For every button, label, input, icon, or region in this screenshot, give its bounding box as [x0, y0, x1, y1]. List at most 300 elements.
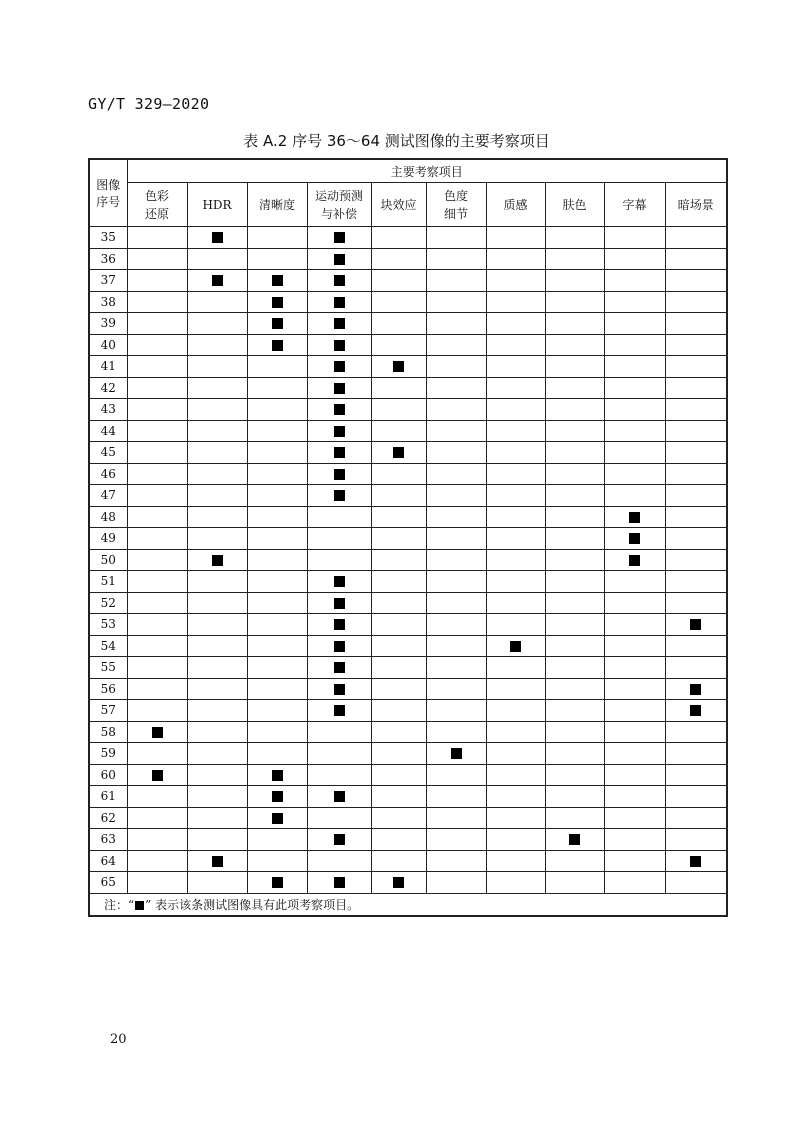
mark-cell [665, 227, 727, 249]
mark-cell [426, 463, 486, 485]
mark-cell [247, 592, 307, 614]
mark-cell [426, 291, 486, 313]
mark-cell [187, 678, 247, 700]
mark-cell [545, 635, 604, 657]
mark-cell [187, 248, 247, 270]
image-number-header-line2: 序号 [96, 195, 121, 209]
mark-cell [247, 635, 307, 657]
mark-cell [426, 334, 486, 356]
image-number-header-line1: 图像 [96, 178, 121, 192]
column-header [486, 183, 545, 227]
filled-square-icon [334, 662, 345, 673]
table-row [89, 334, 727, 356]
mark-cell [604, 356, 665, 378]
mark-cell [665, 248, 727, 270]
mark-cell [307, 420, 371, 442]
table-row [89, 764, 727, 786]
mark-cell [426, 506, 486, 528]
filled-square-icon [272, 275, 283, 286]
image-number-cell: 59 [89, 743, 127, 765]
mark-cell [604, 549, 665, 571]
filled-square-icon [569, 834, 580, 845]
column-header-line2: 还原 [144, 206, 169, 221]
mark-cell [486, 764, 545, 786]
mark-cell [486, 743, 545, 765]
mark-cell [545, 743, 604, 765]
mark-cell [187, 571, 247, 593]
mark-cell [127, 872, 187, 894]
mark-cell [426, 485, 486, 507]
mark-cell [604, 399, 665, 421]
mark-cell [426, 571, 486, 593]
image-number-cell: 37 [89, 270, 127, 292]
column-header-line1: 色度 [443, 188, 468, 203]
mark-cell [127, 678, 187, 700]
mark-cell [247, 334, 307, 356]
mark-cell [665, 614, 727, 636]
mark-cell [187, 313, 247, 335]
mark-cell [187, 549, 247, 571]
mark-cell [665, 506, 727, 528]
mark-cell [426, 399, 486, 421]
mark-cell [604, 807, 665, 829]
mark-cell [426, 549, 486, 571]
mark-cell [371, 614, 426, 636]
mark-cell [486, 592, 545, 614]
filled-square-icon [334, 361, 345, 372]
mark-cell [127, 635, 187, 657]
mark-cell [371, 592, 426, 614]
column-header [371, 183, 426, 227]
table-body [89, 227, 727, 894]
mark-cell [307, 678, 371, 700]
mark-cell [371, 227, 426, 249]
filled-square-icon [272, 813, 283, 824]
mark-cell [604, 528, 665, 550]
mark-cell [127, 549, 187, 571]
filled-square-icon [334, 383, 345, 394]
mark-cell [371, 485, 426, 507]
mark-cell [187, 334, 247, 356]
note-suffix: ” 表示该条测试图像具有此项考察项目。 [145, 897, 360, 912]
mark-cell [127, 227, 187, 249]
mark-cell [247, 549, 307, 571]
filled-square-icon [152, 727, 163, 738]
column-header [545, 183, 604, 227]
mark-cell [426, 592, 486, 614]
mark-cell [486, 463, 545, 485]
mark-cell [127, 743, 187, 765]
mark-cell [307, 399, 371, 421]
image-number-cell: 41 [89, 356, 127, 378]
mark-cell [604, 592, 665, 614]
filled-square-icon [334, 232, 345, 243]
mark-cell [247, 786, 307, 808]
mark-cell [604, 334, 665, 356]
filled-square-icon [272, 877, 283, 888]
note-mark-icon [135, 901, 144, 910]
mark-cell [371, 291, 426, 313]
mark-cell [545, 764, 604, 786]
mark-cell [247, 743, 307, 765]
mark-cell [486, 356, 545, 378]
mark-cell [247, 399, 307, 421]
mark-cell [604, 313, 665, 335]
mark-cell [187, 270, 247, 292]
mark-cell [307, 528, 371, 550]
table-row [89, 872, 727, 894]
filled-square-icon [212, 555, 223, 566]
filled-square-icon [334, 254, 345, 265]
mark-cell [545, 700, 604, 722]
mark-cell [426, 377, 486, 399]
mark-cell [665, 270, 727, 292]
filled-square-icon [334, 705, 345, 716]
mark-cell [247, 850, 307, 872]
mark-cell [127, 420, 187, 442]
mark-cell [307, 635, 371, 657]
mark-cell [665, 743, 727, 765]
mark-cell [127, 399, 187, 421]
mark-cell [307, 807, 371, 829]
column-header-line1: 肤色 [562, 197, 587, 212]
mark-cell [665, 463, 727, 485]
image-number-cell: 45 [89, 442, 127, 464]
filled-square-icon [629, 533, 640, 544]
column-header [426, 183, 486, 227]
filled-square-icon [393, 361, 404, 372]
column-header-line1: 字幕 [622, 197, 647, 212]
filled-square-icon [334, 684, 345, 695]
mark-cell [307, 743, 371, 765]
image-number-cell: 47 [89, 485, 127, 507]
filled-square-icon [510, 641, 521, 652]
filled-square-icon [212, 856, 223, 867]
image-number-cell: 64 [89, 850, 127, 872]
mark-cell [486, 786, 545, 808]
mark-cell [545, 571, 604, 593]
mark-cell [371, 721, 426, 743]
mark-cell [247, 227, 307, 249]
image-number-cell: 57 [89, 700, 127, 722]
mark-cell [426, 829, 486, 851]
image-number-cell: 36 [89, 248, 127, 270]
mark-cell [127, 485, 187, 507]
mark-cell [604, 700, 665, 722]
mark-cell [247, 377, 307, 399]
image-number-cell: 49 [89, 528, 127, 550]
mark-cell [127, 657, 187, 679]
mark-cell [187, 592, 247, 614]
mark-cell [665, 528, 727, 550]
mark-cell [426, 700, 486, 722]
mark-cell [486, 442, 545, 464]
mark-cell [426, 227, 486, 249]
mark-cell [665, 313, 727, 335]
mark-cell [545, 248, 604, 270]
mark-cell [247, 614, 307, 636]
mark-cell [665, 549, 727, 571]
mark-cell [247, 485, 307, 507]
filled-square-icon [629, 512, 640, 523]
mark-cell [307, 463, 371, 485]
column-header [604, 183, 665, 227]
mark-cell [604, 291, 665, 313]
filled-square-icon [451, 748, 462, 759]
mark-cell [426, 678, 486, 700]
mark-cell [307, 721, 371, 743]
mark-cell [127, 270, 187, 292]
mark-cell [127, 334, 187, 356]
mark-cell [187, 614, 247, 636]
mark-cell [371, 786, 426, 808]
mark-cell [247, 678, 307, 700]
table-row [89, 399, 727, 421]
mark-cell [187, 442, 247, 464]
image-number-cell: 44 [89, 420, 127, 442]
image-number-cell: 62 [89, 807, 127, 829]
mark-cell [187, 528, 247, 550]
mark-cell [187, 463, 247, 485]
image-number-cell: 58 [89, 721, 127, 743]
image-number-cell: 55 [89, 657, 127, 679]
filled-square-icon [334, 641, 345, 652]
mark-cell [545, 506, 604, 528]
mark-cell [187, 356, 247, 378]
mark-cell [187, 764, 247, 786]
mark-cell [127, 571, 187, 593]
mark-cell [127, 721, 187, 743]
mark-cell [665, 850, 727, 872]
mark-cell [545, 829, 604, 851]
mark-cell [247, 420, 307, 442]
mark-cell [426, 743, 486, 765]
image-number-cell: 39 [89, 313, 127, 335]
filled-square-icon [334, 469, 345, 480]
mark-cell [665, 442, 727, 464]
mark-cell [545, 313, 604, 335]
image-number-cell: 60 [89, 764, 127, 786]
mark-cell [127, 807, 187, 829]
mark-cell [486, 506, 545, 528]
mark-cell [307, 291, 371, 313]
mark-cell [545, 721, 604, 743]
filled-square-icon [334, 619, 345, 630]
mark-cell [371, 829, 426, 851]
mark-cell [307, 334, 371, 356]
mark-cell [371, 678, 426, 700]
image-number-cell: 65 [89, 872, 127, 894]
column-header [187, 183, 247, 227]
note-prefix: 注：“ [104, 897, 135, 912]
table-row [89, 463, 727, 485]
image-number-cell: 46 [89, 463, 127, 485]
mark-cell [371, 700, 426, 722]
mark-cell [545, 334, 604, 356]
mark-cell [665, 872, 727, 894]
mark-cell [545, 442, 604, 464]
table-row [89, 592, 727, 614]
table-row [89, 248, 727, 270]
mark-cell [247, 291, 307, 313]
filled-square-icon [334, 834, 345, 845]
mark-cell [127, 506, 187, 528]
mark-cell [307, 313, 371, 335]
standard-code: GY/T 329—2020 [88, 95, 210, 113]
mark-cell [187, 635, 247, 657]
image-number-cell: 38 [89, 291, 127, 313]
table-row [89, 506, 727, 528]
column-header-line1: 清晰度 [258, 197, 295, 212]
mark-cell [307, 270, 371, 292]
mark-cell [545, 227, 604, 249]
mark-cell [426, 657, 486, 679]
mark-cell [426, 248, 486, 270]
mark-cell [127, 291, 187, 313]
table-row [89, 356, 727, 378]
mark-cell [545, 356, 604, 378]
mark-cell [486, 528, 545, 550]
mark-cell [604, 248, 665, 270]
mark-cell [307, 764, 371, 786]
mark-cell [247, 442, 307, 464]
table-row [89, 614, 727, 636]
mark-cell [371, 807, 426, 829]
mark-cell [604, 657, 665, 679]
mark-cell [187, 227, 247, 249]
mark-cell [307, 356, 371, 378]
column-header-line1: 质感 [503, 197, 528, 212]
filled-square-icon [629, 555, 640, 566]
table-row [89, 485, 727, 507]
table-row [89, 657, 727, 679]
filled-square-icon [690, 856, 701, 867]
mark-cell [486, 872, 545, 894]
mark-cell [371, 356, 426, 378]
table-row [89, 420, 727, 442]
table-row [89, 700, 727, 722]
image-number-cell: 61 [89, 786, 127, 808]
mark-cell [665, 571, 727, 593]
filled-square-icon [272, 340, 283, 351]
mark-cell [604, 571, 665, 593]
mark-cell [665, 485, 727, 507]
mark-cell [247, 506, 307, 528]
image-number-cell: 52 [89, 592, 127, 614]
mark-cell [545, 614, 604, 636]
mark-cell [187, 829, 247, 851]
mark-cell [486, 549, 545, 571]
mark-cell [247, 528, 307, 550]
mark-cell [486, 377, 545, 399]
filled-square-icon [334, 297, 345, 308]
mark-cell [371, 635, 426, 657]
mark-cell [307, 377, 371, 399]
mark-cell [371, 334, 426, 356]
column-header-line1: 暗场景 [677, 197, 714, 212]
filled-square-icon [334, 447, 345, 458]
mark-cell [665, 700, 727, 722]
mark-cell [665, 807, 727, 829]
image-number-cell: 48 [89, 506, 127, 528]
mark-cell [426, 356, 486, 378]
image-number-cell: 40 [89, 334, 127, 356]
inspection-items-table [88, 158, 728, 917]
mark-cell [545, 549, 604, 571]
filled-square-icon [334, 426, 345, 437]
mark-cell [665, 635, 727, 657]
mark-cell [426, 635, 486, 657]
mark-cell [426, 270, 486, 292]
mark-cell [127, 786, 187, 808]
mark-cell [665, 420, 727, 442]
mark-cell [604, 850, 665, 872]
mark-cell [187, 721, 247, 743]
mark-cell [545, 420, 604, 442]
mark-cell [426, 786, 486, 808]
table-row [89, 829, 727, 851]
mark-cell [371, 377, 426, 399]
mark-cell [426, 721, 486, 743]
mark-cell [371, 399, 426, 421]
mark-cell [247, 270, 307, 292]
mark-cell [604, 377, 665, 399]
mark-cell [307, 549, 371, 571]
mark-cell [545, 463, 604, 485]
mark-cell [127, 442, 187, 464]
mark-cell [665, 786, 727, 808]
mark-cell [426, 313, 486, 335]
filled-square-icon [272, 791, 283, 802]
mark-cell [604, 786, 665, 808]
mark-cell [187, 743, 247, 765]
mark-cell [307, 506, 371, 528]
mark-cell [247, 313, 307, 335]
mark-cell [545, 592, 604, 614]
mark-cell [127, 377, 187, 399]
mark-cell [247, 463, 307, 485]
table-row [89, 313, 727, 335]
mark-cell [486, 248, 545, 270]
mark-cell [371, 248, 426, 270]
table-row [89, 442, 727, 464]
column-header-line2: 与补偿 [320, 206, 357, 221]
mark-cell [604, 829, 665, 851]
mark-cell [665, 721, 727, 743]
mark-cell [486, 721, 545, 743]
column-header-line1: 运动预测 [314, 188, 363, 203]
mark-cell [486, 614, 545, 636]
mark-cell [371, 270, 426, 292]
mark-cell [486, 657, 545, 679]
mark-cell [665, 764, 727, 786]
mark-cell [307, 442, 371, 464]
mark-cell [426, 850, 486, 872]
table-row [89, 291, 727, 313]
mark-cell [371, 506, 426, 528]
filled-square-icon [334, 318, 345, 329]
mark-cell [307, 657, 371, 679]
mark-cell [604, 420, 665, 442]
mark-cell [426, 614, 486, 636]
table-row [89, 571, 727, 593]
image-number-cell: 35 [89, 227, 127, 249]
mark-cell [665, 678, 727, 700]
filled-square-icon [334, 490, 345, 501]
mark-cell [247, 807, 307, 829]
mark-cell [371, 420, 426, 442]
column-header [127, 183, 187, 227]
